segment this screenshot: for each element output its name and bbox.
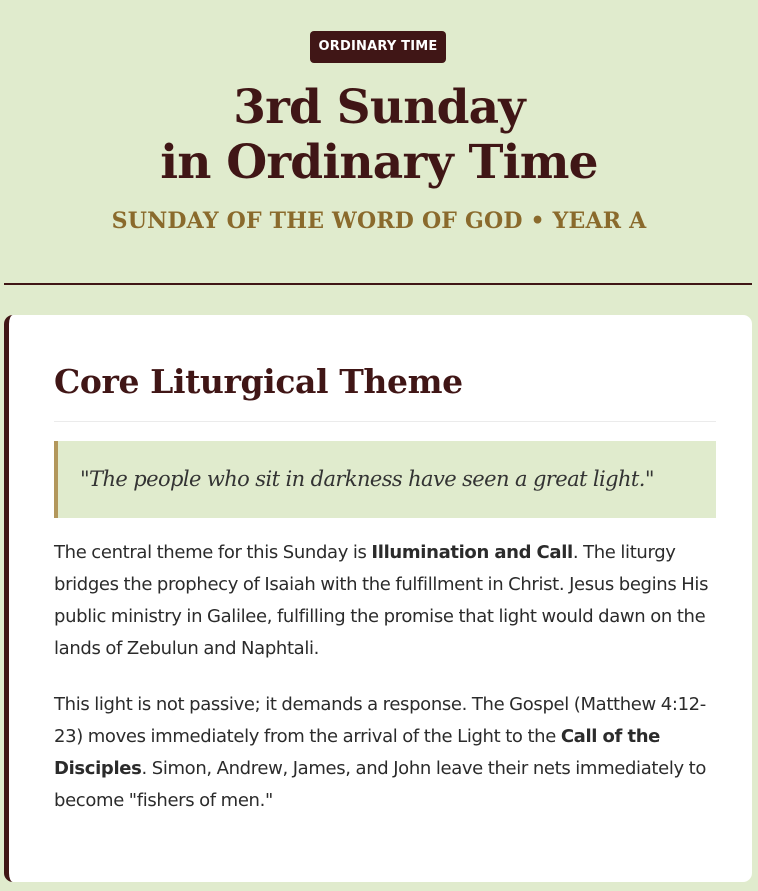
card-title: Core Liturgical Theme [54, 362, 463, 401]
paragraph-1-text-start: The central theme for this Sunday is [54, 542, 372, 563]
paragraph-2-text-start: This light is not passive; it demands a response. The Gospel (Matthew 4:12-23) moves immediately from the arrival of the Light to the [54, 694, 706, 747]
theme-paragraph-1 [54, 537, 724, 665]
page-header [0, 0, 758, 284]
scripture-quote: "The people who sit in darkness have seen a great light." [54, 441, 716, 518]
page-title [0, 80, 758, 190]
card-title-divider [54, 421, 716, 422]
theme-card [4, 315, 752, 882]
page-title-line-2: in Ordinary Time [160, 135, 598, 190]
header-divider [4, 283, 752, 285]
theme-paragraph-2 [54, 689, 724, 817]
page-title-line-1: 3rd Sunday [233, 80, 525, 135]
paragraph-1-emphasis: Illumination and Call [371, 542, 573, 563]
paragraph-2-emphasis: Call of the Disciples [54, 726, 661, 779]
season-badge: ORDINARY TIME [310, 31, 446, 63]
paragraph-2-text-end: . Simon, Andrew, James, and John leave their nets immediately to become "fishers of men." [54, 758, 707, 811]
page-subtitle: SUNDAY OF THE WORD OF GOD • YEAR A [111, 208, 647, 234]
paragraph-1-text-end: . The liturgy bridges the prophecy of Isaiah with the fulfillment in Christ. Jesus begins His public ministry in Galilee, fulfilling the promise that light would dawn on the lands of Zebulun and Naphtali. [54, 542, 709, 659]
